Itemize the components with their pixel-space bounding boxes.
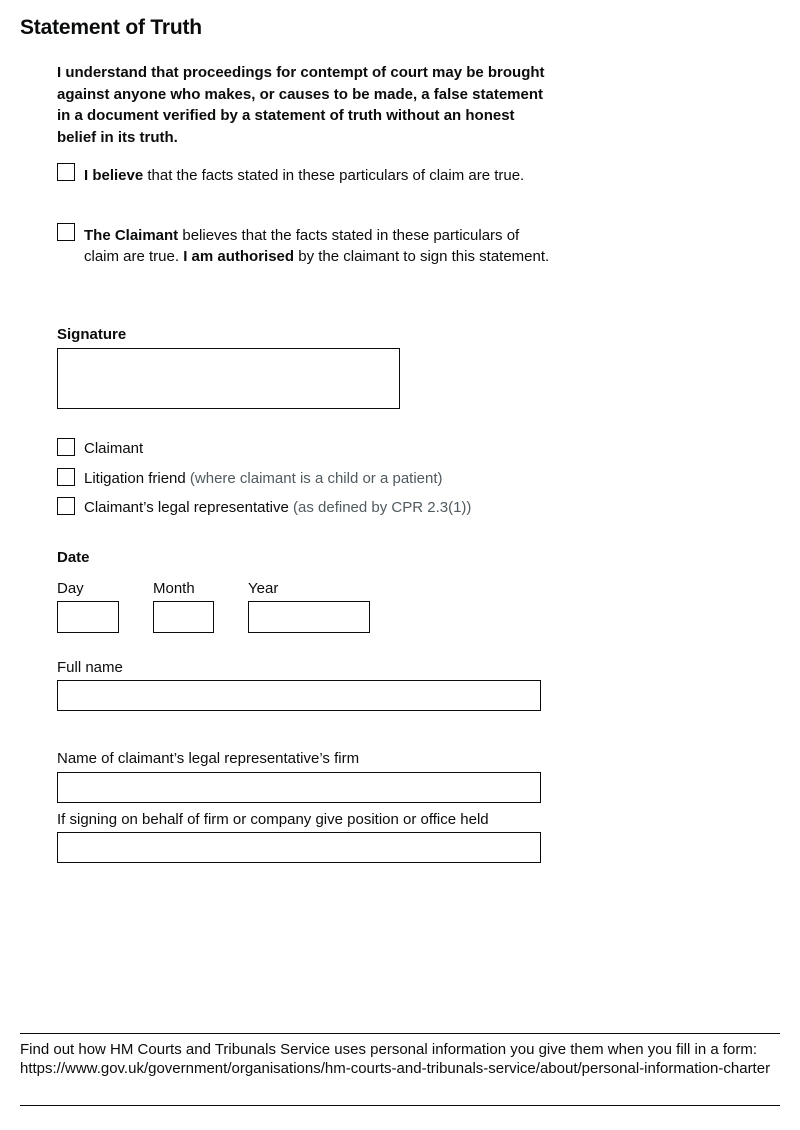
signature-field[interactable] bbox=[57, 348, 400, 409]
privacy-notice: Find out how HM Courts and Tribunals Service uses personal information you give them when you fill in a form: https://www.gov.uk/government/organisations/hm-courts-and-tribunals-service/about/personal-information-charter bbox=[20, 1041, 771, 1077]
firm-name-input[interactable] bbox=[57, 772, 541, 803]
statement-authorised-bold: I am authorised bbox=[183, 247, 295, 265]
statement-i-believe-checkbox[interactable] bbox=[57, 163, 75, 181]
date-label: Date bbox=[57, 549, 90, 566]
footer-top-divider bbox=[20, 1033, 780, 1034]
statement-i-believe-text bbox=[84, 166, 544, 187]
statement-authorised-rest: by the claimant to sign this statement. bbox=[294, 247, 550, 265]
statement-claimant-believes-checkbox[interactable] bbox=[57, 223, 75, 241]
role-legal-rep-label bbox=[84, 499, 471, 516]
role-litigation-friend-hint: (where claimant is a child or a patient) bbox=[185, 470, 443, 487]
role-claimant-label bbox=[84, 440, 143, 457]
statement-i-believe-bold: I believe bbox=[84, 167, 144, 184]
role-claimant-text: Claimant bbox=[84, 440, 144, 457]
position-label: If signing on behalf of firm or company give position or office held bbox=[57, 811, 489, 828]
contempt-warning: I understand that proceedings for contempt of court may be brought against anyone who makes, or causes to be made, a false statement in a document verified by a statement of truth without an honest belief in its truth. bbox=[57, 64, 545, 146]
month-input[interactable] bbox=[153, 601, 214, 633]
year-input[interactable] bbox=[248, 601, 370, 633]
role-legal-rep-hint: (as defined by CPR 2.3(1)) bbox=[288, 499, 472, 516]
firm-name-label: Name of claimant’s legal representative’s firm bbox=[57, 750, 360, 767]
full-name-input[interactable] bbox=[57, 680, 541, 711]
role-litigation-friend-checkbox[interactable] bbox=[57, 468, 75, 486]
role-legal-rep-checkbox[interactable] bbox=[57, 497, 75, 515]
statement-i-believe-rest: that the facts stated in these particulars of claim are true. bbox=[143, 167, 525, 184]
role-legal-rep-text: Claimant’s legal representative bbox=[84, 499, 289, 516]
day-input[interactable] bbox=[57, 601, 119, 633]
footer-bottom-divider bbox=[20, 1105, 780, 1106]
role-litigation-friend-label bbox=[84, 470, 443, 487]
full-name-label: Full name bbox=[57, 659, 123, 676]
statement-claimant-bold: The Claimant bbox=[84, 227, 179, 244]
statement-claimant-believes-text bbox=[84, 226, 554, 267]
page-title: Statement of Truth bbox=[20, 16, 202, 39]
statement-claimant-rest: believes that the facts stated in these particulars of claim are true. bbox=[84, 227, 520, 265]
signature-label: Signature bbox=[57, 326, 127, 343]
day-label: Day bbox=[57, 580, 84, 597]
role-claimant-checkbox[interactable] bbox=[57, 438, 75, 456]
year-label: Year bbox=[248, 580, 279, 597]
position-input[interactable] bbox=[57, 832, 541, 863]
role-litigation-friend-text: Litigation friend bbox=[84, 470, 186, 487]
month-label: Month bbox=[153, 580, 195, 597]
